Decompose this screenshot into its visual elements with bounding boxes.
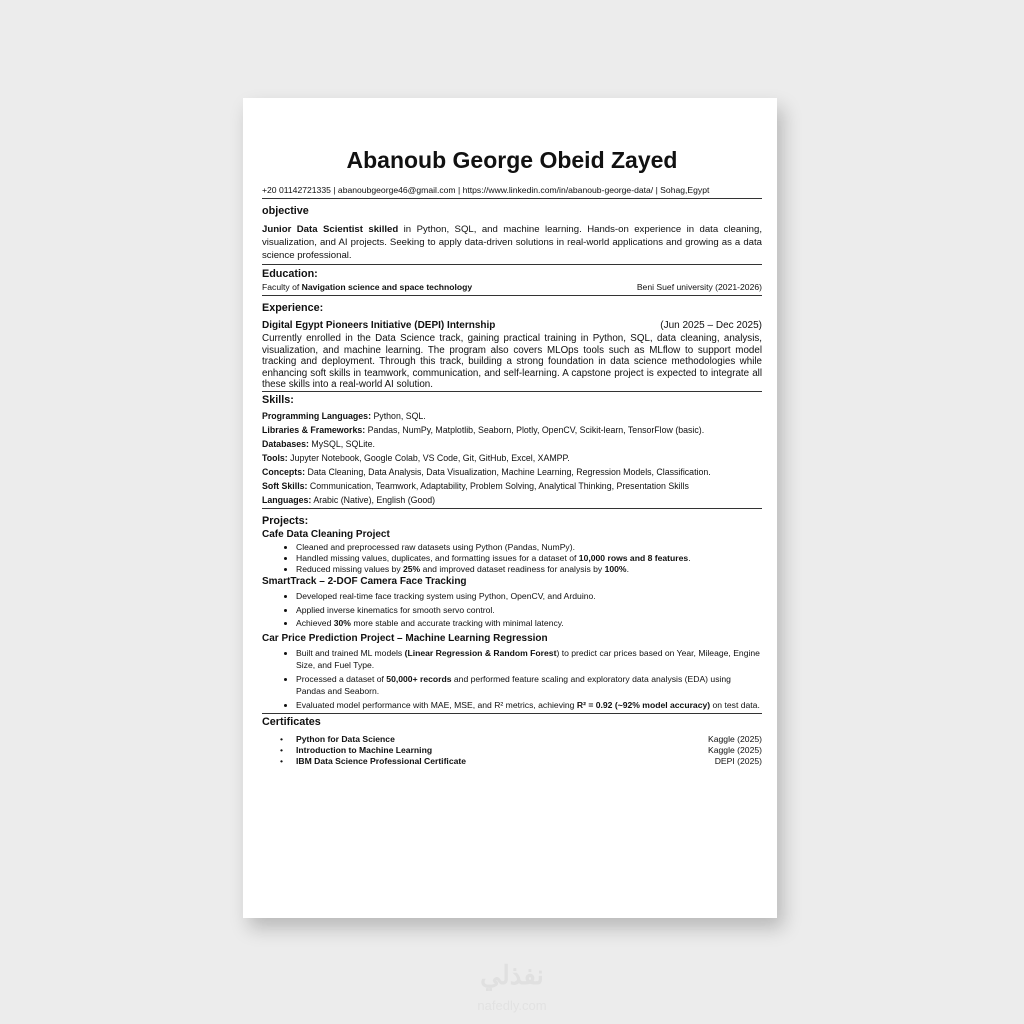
skill-label: Programming Languages: xyxy=(262,411,371,422)
skill-label: Concepts: xyxy=(262,467,306,478)
project-title: Car Price Prediction Project – Machine Learning Regression xyxy=(262,632,548,644)
project-bullets xyxy=(262,542,762,575)
skill-value: Jupyter Notebook, Google Colab, VS Code, Git, GitHub, Excel, XAMPP. xyxy=(287,453,570,464)
divider xyxy=(262,264,762,265)
watermark-url: nafedly.com xyxy=(477,998,547,1013)
education-prefix: Faculty of xyxy=(262,282,302,293)
skill-value: Python, SQL. xyxy=(371,411,426,422)
project-title: SmartTrack – 2-DOF Camera Face Tracking xyxy=(262,576,467,588)
skill-item xyxy=(262,479,762,493)
watermark-logo: نفذلي xyxy=(480,960,544,990)
experience-heading: Experience: xyxy=(262,302,324,315)
project-bullets xyxy=(262,647,762,712)
list-item: • Developed real-time face tracking system using Python, OpenCV, and Arduino. xyxy=(296,590,762,604)
skill-label: Languages: xyxy=(262,495,312,506)
objective-lead: Junior Data Scientist skilled xyxy=(262,224,399,235)
certificate-row: • IBM Data Science Professional Certificate DEPI (2025) xyxy=(280,756,762,767)
skill-value: Data Cleaning, Data Analysis, Data Visualization, Machine Learning, Regression Models, Classification. xyxy=(305,467,711,478)
skill-item xyxy=(262,423,762,437)
skill-value: Pandas, NumPy, Matplotlib, Seaborn, Plotly, OpenCV, Scikit-learn, TensorFlow (basic). xyxy=(365,425,705,436)
list-item: • Reduced missing values by 25% and improved dataset readiness for analysis by 100%. xyxy=(296,564,762,575)
list-item: • Applied inverse kinematics for smooth servo control. xyxy=(296,604,762,618)
skill-value: MySQL, SQLite. xyxy=(308,439,375,450)
education-faculty xyxy=(262,282,472,292)
certificate-row: • Python for Data Science Kaggle (2025) xyxy=(280,734,762,745)
certificate-issuer: Kaggle (2025) xyxy=(708,734,762,745)
contact-line: +20 01142721335 | abanoubgeorge46@gmail.com | https://www.linkedin.com/in/abanoub-george-data/ | Sohag,Egypt xyxy=(262,185,762,199)
skill-item xyxy=(262,451,762,465)
objective-text xyxy=(262,224,762,262)
certificate-row: • Introduction to Machine Learning Kaggle (2025) xyxy=(280,745,762,756)
certificates-list xyxy=(262,734,762,767)
list-item: • Built and trained ML models (Linear Regression & Random Forest) to predict car prices based on Year, Mileage, Engine Size, and Fuel Type. xyxy=(296,647,762,672)
divider xyxy=(262,713,762,714)
education-row xyxy=(262,282,762,295)
divider xyxy=(262,508,762,509)
experience-description: Currently enrolled in the Data Science track, gaining practical training in Python, SQL, data cleaning, analysis, visualization, and machine learning. The program also covers MLOps tools such as MLflow to support model tracking and deployment. Through this track, building a strong foundation in data science methodologies while enhancing soft skills in teamwork, communication, and self-learning. A capstone project is expected to integrate all these skills into a real-world AI solution. xyxy=(262,333,762,391)
certificate-name: Python for Data Science xyxy=(296,734,395,745)
education-university: Beni Suef university (2021-2026) xyxy=(636,282,762,293)
list-item: • Handled missing values, duplicates, and formatting issues for a dataset of 10,000 rows and 8 features. xyxy=(296,553,762,564)
skill-label: Databases: xyxy=(262,439,309,450)
education-heading: Education: xyxy=(262,268,318,281)
skills-list xyxy=(262,409,762,507)
projects-heading: Projects: xyxy=(262,515,309,528)
certificates-heading: Certificates xyxy=(262,716,321,729)
skill-label: Soft Skills: xyxy=(262,481,308,492)
skills-heading: Skills: xyxy=(262,394,294,407)
skill-value: Communication, Teamwork, Adaptability, Problem Solving, Analytical Thinking, Presentation Skills xyxy=(307,481,689,492)
objective-heading: objective xyxy=(262,205,309,217)
objective-body: in Python, SQL, and machine learning. Hands-on experience in data cleaning, visualization, and AI projects. Seeking to apply data-driven solutions in real-world applications and growing as a data science professional. xyxy=(262,224,762,261)
education-faculty-name: Navigation science and space technology xyxy=(301,282,473,293)
skill-item xyxy=(262,409,762,423)
skill-label: Tools: xyxy=(262,453,288,464)
experience-title: Digital Egypt Pioneers Initiative (DEPI) Internship xyxy=(262,320,496,332)
certificate-name: IBM Data Science Professional Certificate xyxy=(296,756,467,767)
list-item: • Processed a dataset of 50,000+ records and performed feature scaling and exploratory data analysis (EDA) using Pandas and Seaborn. xyxy=(296,673,762,698)
certificate-issuer: DEPI (2025) xyxy=(714,756,762,767)
list-item: • Achieved 30% more stable and accurate tracking with minimal latency. xyxy=(296,617,762,631)
certificate-name: Introduction to Machine Learning xyxy=(296,745,433,756)
experience-row xyxy=(262,320,762,331)
resume-page xyxy=(243,98,777,918)
divider xyxy=(262,391,762,392)
skill-item xyxy=(262,465,762,479)
list-item: • Cleaned and preprocessed raw datasets using Python (Pandas, NumPy). xyxy=(296,542,762,553)
divider xyxy=(262,295,762,296)
project-title: Cafe Data Cleaning Project xyxy=(262,529,390,541)
list-item: • Evaluated model performance with MAE, MSE, and R² metrics, achieving R² = 0.92 (~92% model accuracy) on test data. xyxy=(296,699,762,712)
certificate-issuer: Kaggle (2025) xyxy=(708,745,762,756)
skill-item xyxy=(262,437,762,451)
skill-label: Libraries & Frameworks: xyxy=(262,425,366,436)
resume-name: Abanoub George Obeid Zayed xyxy=(346,147,678,173)
project-bullets xyxy=(262,590,762,631)
skill-item xyxy=(262,493,762,507)
skill-value: Arabic (Native), English (Good) xyxy=(311,495,436,506)
experience-dates: (Jun 2025 – Dec 2025) xyxy=(660,320,762,332)
